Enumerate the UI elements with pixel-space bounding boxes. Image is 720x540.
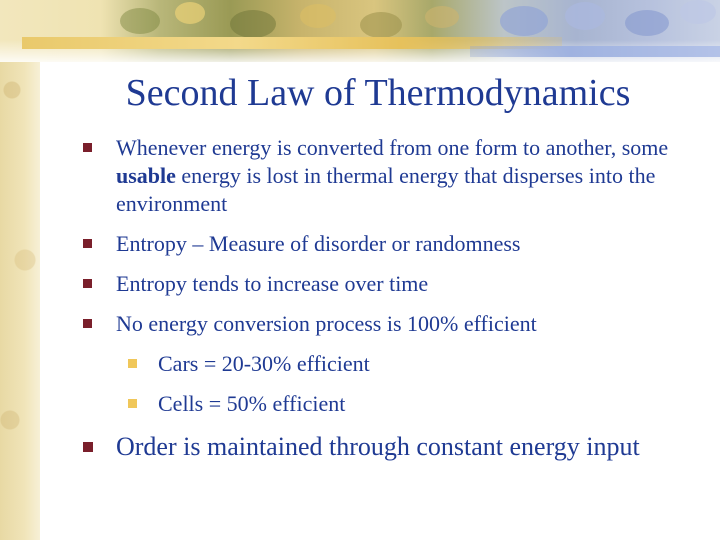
bullet-item <box>78 134 698 218</box>
flower-decoration <box>175 2 205 24</box>
sub-bullet-text: Cars = 20-30% efficient <box>158 351 370 376</box>
bullet-text: Whenever energy is converted from one form to another, some <box>116 135 669 160</box>
blue-accent-bar <box>470 46 720 57</box>
flower-decoration <box>120 8 160 34</box>
flower-decoration <box>625 10 669 36</box>
bullet-item <box>78 310 698 338</box>
sub-bullet-item <box>78 350 698 378</box>
bullet-item <box>78 230 698 258</box>
bullet-item <box>78 430 698 464</box>
bullet-text: energy is lost in thermal energy that disperses into the environment <box>116 163 656 216</box>
flower-decoration <box>360 12 402 38</box>
bullet-item <box>78 270 698 298</box>
square-sub-bullet-icon <box>128 399 137 408</box>
sub-bullet-item <box>78 390 698 418</box>
flower-decoration <box>680 0 716 24</box>
square-bullet-icon <box>83 319 92 328</box>
bullet-list <box>78 134 698 476</box>
parchment-strip-decoration <box>0 0 40 540</box>
sub-bullet-text: Cells = 50% efficient <box>158 391 346 416</box>
bullet-text: Entropy tends to increase over time <box>116 271 429 296</box>
square-bullet-icon <box>83 442 93 452</box>
flower-decoration <box>500 6 548 36</box>
bullet-text: Entropy – Measure of disorder or randomness <box>116 231 521 256</box>
square-bullet-icon <box>83 143 92 152</box>
bullet-emphasis: usable <box>116 163 176 188</box>
flower-decoration <box>565 2 605 30</box>
bullet-text: Order is maintained through constant energy input <box>116 432 640 461</box>
flower-decoration <box>425 6 459 28</box>
flower-decoration <box>300 4 336 28</box>
square-bullet-icon <box>83 239 92 248</box>
bullet-text: No energy conversion process is 100% efficient <box>116 311 537 336</box>
square-sub-bullet-icon <box>128 359 137 368</box>
square-bullet-icon <box>83 279 92 288</box>
slide-title: Second Law of Thermodynamics <box>125 72 631 114</box>
flower-decoration <box>230 10 276 38</box>
